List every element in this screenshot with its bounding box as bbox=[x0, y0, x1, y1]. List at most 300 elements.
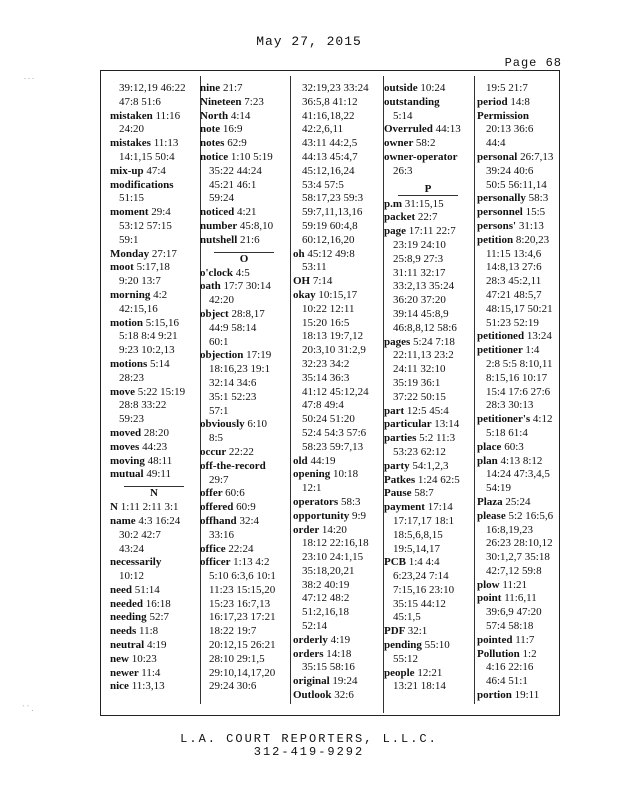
index-continuation: 8:5 bbox=[209, 432, 224, 445]
index-word: original bbox=[293, 675, 330, 688]
index-word: moving bbox=[110, 454, 145, 467]
index-entry bbox=[110, 358, 198, 372]
index-continuation: 44:9 58:14 bbox=[209, 321, 257, 334]
index-refs: 6:10 bbox=[247, 418, 267, 431]
index-word: name bbox=[110, 514, 136, 527]
index-refs: 4:3 16:24 bbox=[138, 514, 181, 527]
index-word: petitioner bbox=[477, 344, 523, 357]
index-continuation: 47:8 51:6 bbox=[119, 95, 161, 108]
index-continuation: 47:12 48:2 bbox=[302, 592, 350, 605]
index-word: newer bbox=[110, 666, 139, 679]
index-word: moot bbox=[110, 261, 134, 274]
index-entry bbox=[293, 689, 381, 703]
index-continuation: 41:12 45:12,24 bbox=[302, 385, 369, 398]
index-continuation: 33:2,13 35:24 bbox=[393, 280, 455, 293]
index-entry bbox=[384, 501, 472, 515]
footer-company: L.A. COURT REPORTERS, L.L.C. bbox=[180, 732, 438, 746]
index-word: personal bbox=[477, 150, 518, 163]
index-word: PCB bbox=[384, 556, 406, 569]
index-entry bbox=[110, 598, 198, 612]
margin-mark: . . . bbox=[24, 72, 34, 81]
index-continuation: 29:24 30:6 bbox=[209, 680, 257, 693]
index-continuation: 5:14 bbox=[393, 109, 413, 122]
index-continuation: 26:23 28:10,12 bbox=[486, 537, 553, 550]
index-word: petitioner's bbox=[477, 413, 531, 426]
index-entry bbox=[477, 441, 565, 455]
index-continuation: 59:7,11,13,16 bbox=[302, 206, 363, 219]
index-word: N bbox=[110, 501, 118, 514]
index-continuation: 42:20 bbox=[209, 294, 235, 307]
index-refs: 1:24 62:5 bbox=[417, 473, 460, 486]
index-entry bbox=[293, 468, 381, 482]
index-refs: 4:13 8:12 bbox=[500, 454, 543, 467]
index-refs: 10:24 bbox=[420, 82, 446, 94]
index-refs: 58:3 bbox=[340, 495, 361, 508]
index-continuation: 23:19 24:10 bbox=[393, 238, 446, 251]
index-word: needing bbox=[110, 611, 147, 624]
index-word: offer bbox=[200, 487, 223, 500]
index-continuation: 50:5 56:11,14 bbox=[486, 178, 547, 191]
index-continuation: 18:16,23 19:1 bbox=[209, 363, 271, 376]
index-entry bbox=[110, 427, 198, 441]
index-entry bbox=[477, 344, 565, 358]
index-word: officer bbox=[200, 556, 231, 569]
index-entry bbox=[110, 667, 198, 681]
index-refs: 32:6 bbox=[334, 689, 354, 702]
index-entry bbox=[200, 234, 288, 248]
index-continuation: 51:2,16,18 bbox=[302, 606, 350, 619]
index-word: p.m bbox=[384, 197, 403, 210]
index-refs: 32:4 bbox=[239, 514, 259, 527]
index-continuation: 60:12,16,20 bbox=[302, 233, 355, 246]
index-refs: 49:11 bbox=[146, 468, 172, 481]
index-entry bbox=[200, 515, 288, 529]
index-word: mistakes bbox=[110, 137, 151, 150]
index-continuation: 35:19 36:1 bbox=[393, 376, 441, 389]
index-continuation: 55:12 bbox=[393, 652, 419, 665]
index-continuation: 24:11 32:10 bbox=[393, 363, 446, 376]
index-word: Pollution bbox=[477, 647, 520, 660]
index-entry bbox=[384, 123, 472, 137]
index-continuation: 46:4 51:1 bbox=[486, 675, 528, 688]
index-entry bbox=[110, 137, 198, 151]
index-word: moved bbox=[110, 426, 142, 439]
index-entry bbox=[477, 413, 565, 427]
index-refs: 14:18 bbox=[326, 647, 352, 660]
index-refs: 1:4 bbox=[525, 344, 540, 357]
index-word: point bbox=[477, 592, 502, 605]
index-word: Permission bbox=[477, 109, 529, 122]
index-word: owner-operator bbox=[384, 150, 458, 163]
index-refs: 14:20 bbox=[321, 523, 347, 536]
index-continuation: 13:21 18:14 bbox=[393, 680, 446, 693]
index-word: moves bbox=[110, 440, 140, 453]
index-refs: 60:6 bbox=[225, 487, 245, 500]
index-word: oh bbox=[293, 247, 305, 260]
index-entry bbox=[110, 639, 198, 653]
index-refs: 4:19 bbox=[330, 633, 351, 646]
index-continuation: 20:12,15 26:21 bbox=[209, 639, 276, 652]
index-word: persons' bbox=[477, 219, 517, 232]
index-continuation: 2:8 5:5 8:10,11 bbox=[486, 357, 553, 370]
index-entry bbox=[200, 308, 288, 322]
index-entry bbox=[200, 501, 288, 515]
index-refs: 10:18 bbox=[333, 468, 359, 481]
index-entry bbox=[477, 455, 565, 469]
index-refs: 10:23 bbox=[131, 652, 157, 665]
index-refs: 31:13 bbox=[518, 219, 544, 232]
index-refs: 14:8 bbox=[510, 95, 530, 108]
index-continuation: 51:23 52:19 bbox=[486, 316, 539, 329]
index-refs: 58:2 bbox=[415, 137, 436, 150]
index-continuation: 35:15 58:16 bbox=[302, 661, 355, 674]
index-continuation: 17:17,17 18:1 bbox=[393, 514, 455, 527]
index-word: move bbox=[110, 385, 136, 398]
index-word: okay bbox=[293, 288, 316, 301]
index-entry bbox=[110, 625, 198, 639]
index-word: necessarily bbox=[110, 556, 162, 569]
index-word: nutshell bbox=[200, 233, 238, 246]
index-refs: 28:20 bbox=[143, 426, 169, 439]
index-continuation: 39:12,19 46:22 bbox=[119, 82, 186, 94]
index-continuation: 7:15,16 23:10 bbox=[393, 583, 455, 596]
index-entry bbox=[384, 336, 472, 350]
index-refs: 5:2 16:5,6 bbox=[508, 509, 554, 522]
index-refs: 5:2 11:3 bbox=[419, 432, 456, 445]
index-word: mutual bbox=[110, 468, 144, 481]
index-refs: 15:5 bbox=[525, 206, 546, 219]
index-word: modifications bbox=[110, 178, 174, 191]
index-continuation: 59:24 bbox=[209, 192, 235, 205]
index-entry bbox=[293, 496, 381, 510]
index-refs: 1:4 4:4 bbox=[408, 556, 440, 569]
index-refs: 58:3 bbox=[528, 192, 549, 205]
index-word: pointed bbox=[477, 633, 513, 646]
index-refs: 44:23 bbox=[142, 440, 168, 453]
index-continuation: 53:23 62:12 bbox=[393, 445, 446, 458]
index-entry bbox=[384, 211, 472, 225]
index-continuation: 12:1 bbox=[302, 482, 322, 495]
index-word: neutral bbox=[110, 639, 145, 652]
index-refs: 54:1,2,3 bbox=[412, 459, 449, 472]
index-continuation: 28:23 bbox=[119, 371, 145, 384]
index-refs: 19:24 bbox=[332, 675, 358, 688]
index-continuation: 45:1,5 bbox=[393, 611, 421, 624]
index-entry bbox=[110, 653, 198, 667]
index-refs: 1:10 5:19 bbox=[230, 150, 273, 163]
index-continuation: 47:21 48:5,7 bbox=[486, 288, 542, 301]
index-word: portion bbox=[477, 689, 512, 702]
index-entry bbox=[477, 592, 565, 606]
index-entry bbox=[477, 96, 565, 110]
index-refs: 47:4 bbox=[146, 164, 166, 177]
letter-heading: P bbox=[398, 183, 458, 196]
index-entry bbox=[110, 248, 198, 262]
index-continuation: 36:20 37:20 bbox=[393, 294, 446, 307]
index-entry bbox=[293, 634, 381, 648]
index-word: obviously bbox=[200, 418, 245, 431]
index-word: occur bbox=[200, 445, 227, 458]
index-word: owner bbox=[384, 137, 414, 150]
index-word: orderly bbox=[293, 633, 328, 646]
index-word: object bbox=[200, 307, 229, 320]
index-word: outside bbox=[384, 82, 418, 94]
index-continuation: 59:23 bbox=[119, 413, 145, 426]
index-entry bbox=[200, 151, 288, 165]
index-column-2 bbox=[200, 82, 288, 694]
index-entry bbox=[384, 556, 472, 570]
index-entry bbox=[200, 123, 288, 137]
index-continuation: 15:20 16:5 bbox=[302, 316, 350, 329]
index-entry bbox=[200, 460, 288, 474]
index-word: off-the-record bbox=[200, 459, 266, 472]
index-word: page bbox=[384, 225, 406, 238]
index-column-5 bbox=[477, 82, 565, 703]
index-entry bbox=[293, 275, 381, 289]
index-word: objection bbox=[200, 349, 244, 362]
index-refs: 5:22 15:19 bbox=[137, 385, 186, 398]
index-continuation: 45:21 46:1 bbox=[209, 178, 257, 191]
index-refs: 1:13 4:2 bbox=[233, 556, 270, 569]
index-entry bbox=[477, 234, 565, 248]
index-entry bbox=[293, 289, 381, 303]
index-entry bbox=[384, 151, 472, 165]
index-continuation: 19:5,14,17 bbox=[393, 542, 441, 555]
index-continuation: 53:11 bbox=[302, 261, 327, 274]
index-continuation: 16:17,23 17:21 bbox=[209, 611, 276, 624]
index-refs: 44:13 bbox=[435, 123, 461, 136]
index-continuation: 35:15 44:12 bbox=[393, 597, 446, 610]
index-continuation: 50:24 51:20 bbox=[302, 413, 355, 426]
index-word: personally bbox=[477, 192, 526, 205]
index-refs: 55:10 bbox=[424, 639, 450, 652]
index-entry bbox=[477, 510, 565, 524]
index-entry bbox=[110, 317, 198, 331]
index-refs: 22:7 bbox=[417, 211, 438, 224]
index-word: packet bbox=[384, 211, 416, 224]
index-entry bbox=[200, 82, 288, 96]
index-continuation: 32:19,23 33:24 bbox=[302, 82, 369, 94]
index-continuation: 42:7,12 59:8 bbox=[486, 564, 542, 577]
index-continuation: 38:2 40:19 bbox=[302, 578, 350, 591]
index-continuation: 57:1 bbox=[209, 404, 229, 417]
index-continuation: 42:2,6,11 bbox=[302, 123, 344, 136]
index-continuation: 37:22 50:15 bbox=[393, 390, 446, 403]
index-word: part bbox=[384, 404, 405, 417]
index-refs: 8:20,23 bbox=[515, 233, 550, 246]
index-entry bbox=[200, 96, 288, 110]
index-column-4 bbox=[384, 82, 472, 694]
index-continuation: 16:8,19,23 bbox=[486, 523, 534, 536]
index-continuation: 53:12 57:15 bbox=[119, 219, 172, 232]
index-word: order bbox=[293, 523, 320, 536]
index-continuation: 28:3 45:2,11 bbox=[486, 275, 542, 288]
index-entry bbox=[477, 579, 565, 593]
index-refs: 60:9 bbox=[236, 501, 256, 514]
index-continuation: 30:2 42:7 bbox=[119, 528, 161, 541]
index-refs: 52:7 bbox=[149, 611, 169, 624]
index-continuation: 11:23 15:15,20 bbox=[209, 583, 276, 596]
index-entry bbox=[384, 137, 472, 151]
index-word: needed bbox=[110, 597, 143, 610]
index-continuation: 18:22 19:7 bbox=[209, 625, 257, 638]
index-refs: 7:14 bbox=[312, 275, 333, 288]
index-entry bbox=[200, 137, 288, 151]
index-refs: 4:5 bbox=[235, 266, 250, 279]
index-continuation: 28:3 30:13 bbox=[486, 399, 534, 412]
index-continuation: 32:23 34:2 bbox=[302, 357, 350, 370]
index-continuation: 31:11 32:17 bbox=[393, 266, 446, 279]
index-word: particular bbox=[384, 418, 432, 431]
index-word: period bbox=[477, 95, 508, 108]
index-word: mistaken bbox=[110, 109, 153, 122]
index-refs: 27:17 bbox=[151, 247, 177, 260]
index-continuation: 58:23 59:7,13 bbox=[302, 440, 364, 453]
index-continuation: 28:8 33:22 bbox=[119, 399, 167, 412]
index-continuation: 39:24 40:6 bbox=[486, 164, 534, 177]
index-continuation: 35:14 36:3 bbox=[302, 371, 350, 384]
index-refs: 5:15,16 bbox=[145, 316, 180, 329]
index-continuation: 28:10 29:1,5 bbox=[209, 652, 265, 665]
index-continuation: 35:1 52:23 bbox=[209, 390, 257, 403]
index-continuation: 35:22 44:24 bbox=[209, 164, 262, 177]
index-entry bbox=[200, 110, 288, 124]
index-continuation: 18:12 22:16,18 bbox=[302, 537, 369, 550]
index-entry bbox=[110, 206, 198, 220]
index-refs: 12:21 bbox=[417, 666, 443, 679]
index-entry bbox=[384, 96, 472, 110]
index-refs: 11:8 bbox=[139, 625, 159, 638]
index-entry bbox=[384, 82, 472, 96]
index-entry bbox=[293, 524, 381, 538]
index-word: needs bbox=[110, 625, 137, 638]
index-entry bbox=[200, 556, 288, 570]
index-column-1 bbox=[110, 82, 198, 694]
index-continuation: 44:13 45:4,7 bbox=[302, 150, 358, 163]
index-word: please bbox=[477, 509, 506, 522]
index-entry bbox=[110, 179, 198, 193]
index-continuation: 14:24 47:3,4,5 bbox=[486, 468, 550, 481]
index-continuation: 52:14 bbox=[302, 620, 328, 633]
index-word: pages bbox=[384, 335, 411, 348]
index-word: outstanding bbox=[384, 95, 440, 108]
index-entry bbox=[110, 584, 198, 598]
index-continuation: 15:4 17:6 27:6 bbox=[486, 385, 551, 398]
index-refs: 19:11 bbox=[514, 689, 540, 702]
index-word: plow bbox=[477, 578, 500, 591]
index-entry bbox=[110, 386, 198, 400]
index-refs: 16:18 bbox=[145, 597, 171, 610]
index-refs: 12:5 45:4 bbox=[406, 404, 449, 417]
index-continuation: 57:4 58:18 bbox=[486, 620, 534, 633]
index-refs: 11:4 bbox=[141, 666, 161, 679]
header-date: May 27, 2015 bbox=[256, 34, 362, 49]
index-word: operators bbox=[293, 495, 339, 508]
index-refs: 21:6 bbox=[240, 233, 260, 246]
index-continuation: 20:13 36:6 bbox=[486, 123, 534, 136]
index-word: Outlook bbox=[293, 689, 332, 702]
index-refs: 11:3,13 bbox=[131, 680, 165, 693]
index-entry bbox=[200, 280, 288, 294]
footer-phone: 312-419-9292 bbox=[253, 745, 365, 759]
index-continuation: 39:6,9 47:20 bbox=[486, 606, 542, 619]
index-entry bbox=[200, 267, 288, 281]
index-continuation: 5:10 6:3,6 10:1 bbox=[209, 570, 276, 583]
index-entry bbox=[293, 455, 381, 469]
index-word: petitioned bbox=[477, 330, 525, 343]
index-refs: 60:3 bbox=[504, 440, 524, 453]
index-continuation: 59:1 bbox=[119, 233, 139, 246]
index-entry bbox=[110, 680, 198, 694]
index-continuation: 10:12 bbox=[119, 570, 145, 583]
index-continuation: 43:11 44:2,5 bbox=[302, 137, 358, 150]
index-word: Overruled bbox=[384, 123, 433, 136]
index-continuation: 14:8,13 27:6 bbox=[486, 261, 542, 274]
index-continuation: 26:3 bbox=[393, 164, 413, 177]
index-entry bbox=[200, 418, 288, 432]
index-continuation: 20:3,10 31:2,9 bbox=[302, 344, 366, 357]
index-entry bbox=[293, 648, 381, 662]
index-word: OH bbox=[293, 275, 311, 288]
index-entry bbox=[477, 192, 565, 206]
index-continuation: 4:16 22:16 bbox=[486, 661, 534, 674]
index-word: offhand bbox=[200, 514, 237, 527]
index-entry bbox=[110, 441, 198, 455]
index-refs: 45:8,10 bbox=[239, 219, 274, 232]
index-word: payment bbox=[384, 501, 425, 514]
index-entry bbox=[110, 455, 198, 469]
index-continuation: 41:16,18,22 bbox=[302, 109, 355, 122]
index-continuation: 39:14 45:8,9 bbox=[393, 307, 449, 320]
index-continuation: 14:1,15 50:4 bbox=[119, 150, 175, 163]
index-refs: 21:7 bbox=[222, 82, 243, 94]
index-continuation: 46:8,8,12 58:6 bbox=[393, 321, 457, 334]
index-entry bbox=[110, 289, 198, 303]
index-word: motions bbox=[110, 357, 148, 370]
index-refs: 9:9 bbox=[352, 509, 367, 522]
index-continuation: 24:20 bbox=[119, 123, 145, 136]
index-continuation: 5:18 8:4 9:21 bbox=[119, 330, 178, 343]
index-word: moment bbox=[110, 206, 149, 219]
index-refs: 5:24 7:18 bbox=[413, 335, 455, 348]
index-refs: 1:2 bbox=[522, 647, 537, 660]
index-continuation: 47:8 49:4 bbox=[302, 399, 344, 412]
index-entry bbox=[477, 206, 565, 220]
index-word: notes bbox=[200, 137, 225, 150]
index-entry bbox=[477, 110, 565, 124]
index-continuation: 60:1 bbox=[209, 335, 229, 348]
index-entry bbox=[384, 487, 472, 501]
index-refs: 31:15,15 bbox=[404, 197, 444, 210]
index-entry bbox=[110, 110, 198, 124]
index-entry bbox=[200, 349, 288, 363]
index-continuation: 58:17,23 59:3 bbox=[302, 192, 364, 205]
index-word: office bbox=[200, 542, 226, 555]
index-entry bbox=[384, 405, 472, 419]
index-continuation: 30:1,2,7 35:18 bbox=[486, 551, 550, 564]
index-word: morning bbox=[110, 288, 151, 301]
index-continuation: 10:22 12:11 bbox=[302, 302, 355, 315]
index-refs: 1:11 2:11 3:1 bbox=[120, 501, 179, 514]
index-continuation: 18:13 19:7,12 bbox=[302, 330, 364, 343]
index-refs: 28:8,17 bbox=[231, 307, 265, 320]
index-refs: 22:24 bbox=[228, 542, 254, 555]
index-word: mix-up bbox=[110, 164, 144, 177]
index-entry bbox=[200, 487, 288, 501]
index-continuation: 9:20 13:7 bbox=[119, 275, 161, 288]
index-refs: 29:4 bbox=[151, 206, 171, 219]
index-refs: 7:23 bbox=[244, 95, 264, 108]
